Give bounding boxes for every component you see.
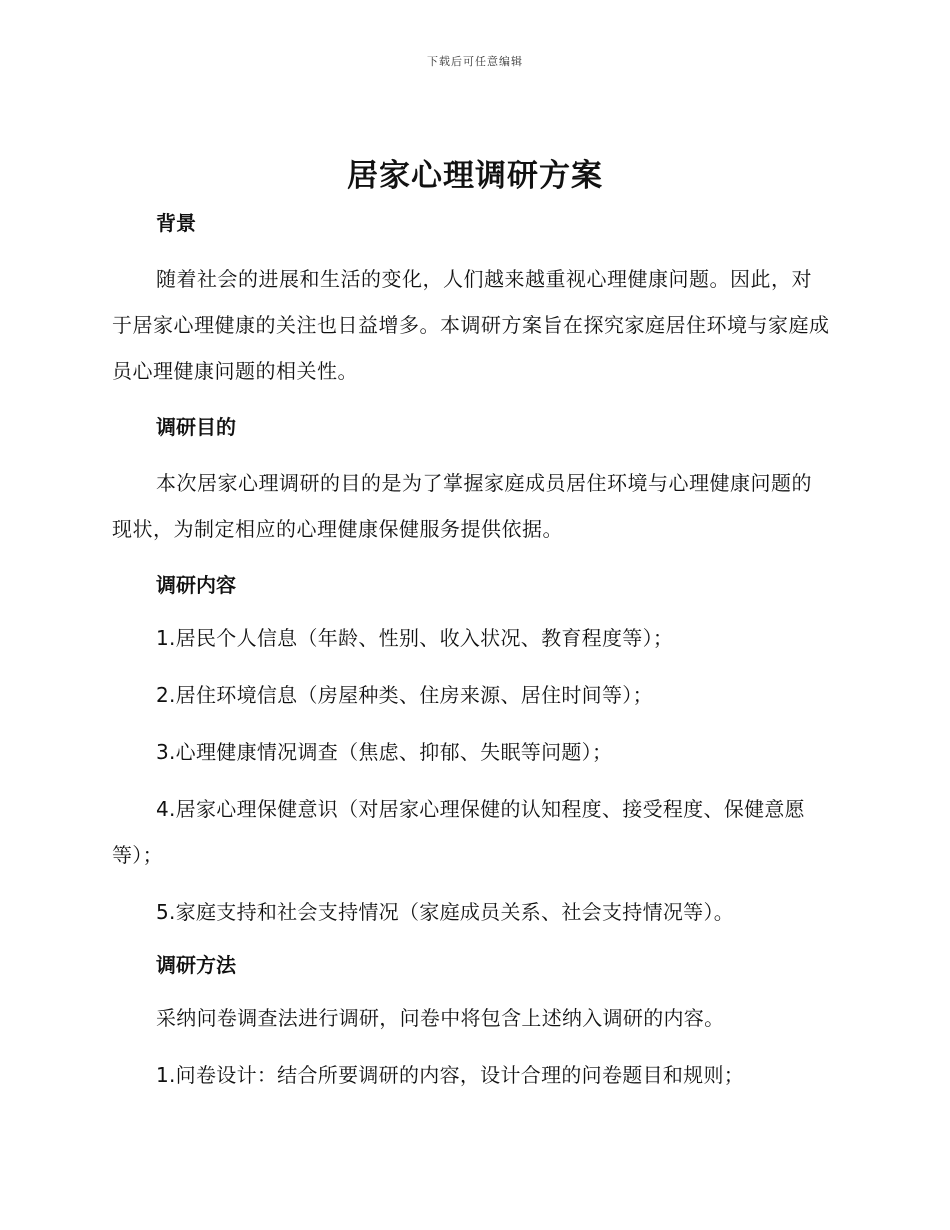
background-paragraph: 随着社会的进展和生活的变化，人们越来越重视心理健康问题。因此，对于居家心理健康的关注也日益增多。本调研方案旨在探究家庭居住环境与家庭成员心理健康问题的相关性。: [112, 267, 830, 383]
content-item: 4.居家心理保健意识（对居家心理保健的认知程度、接受程度、保健意愿等）；: [112, 797, 805, 867]
content-item: 1.居民个人信息（年龄、性别、收入状况、教育程度等）；: [156, 626, 674, 650]
header-note: 下载后可任意编辑: [427, 55, 523, 68]
method-paragraph: 采纳问卷调查法进行调研，问卷中将包含上述纳入调研的内容。: [156, 1006, 725, 1030]
section-heading-purpose: 调研目的: [156, 415, 236, 439]
method-item: 1.问卷设计：结合所要调研的内容，设计合理的问卷题目和规则；: [156, 1063, 745, 1087]
section-heading-method: 调研方法: [156, 953, 236, 977]
section-heading-content: 调研内容: [156, 573, 236, 597]
content-item: 3.心理健康情况调查（焦虑、抑郁、失眠等问题）；: [156, 740, 613, 764]
document-body: [112, 204, 832, 1098]
content-item: 5.家庭支持和社会支持情况（家庭成员关系、社会支持情况等）。: [156, 900, 735, 924]
document-title: 居家心理调研方案: [347, 158, 603, 194]
content-item: 2.居住环境信息（房屋种类、住房来源、居住时间等）；: [156, 683, 653, 707]
section-heading-background: 背景: [156, 211, 196, 235]
purpose-paragraph: 本次居家心理调研的目的是为了掌握家庭成员居住环境与心理健康问题的现状，为制定相应的心理健康保健服务提供依据。: [112, 471, 812, 541]
